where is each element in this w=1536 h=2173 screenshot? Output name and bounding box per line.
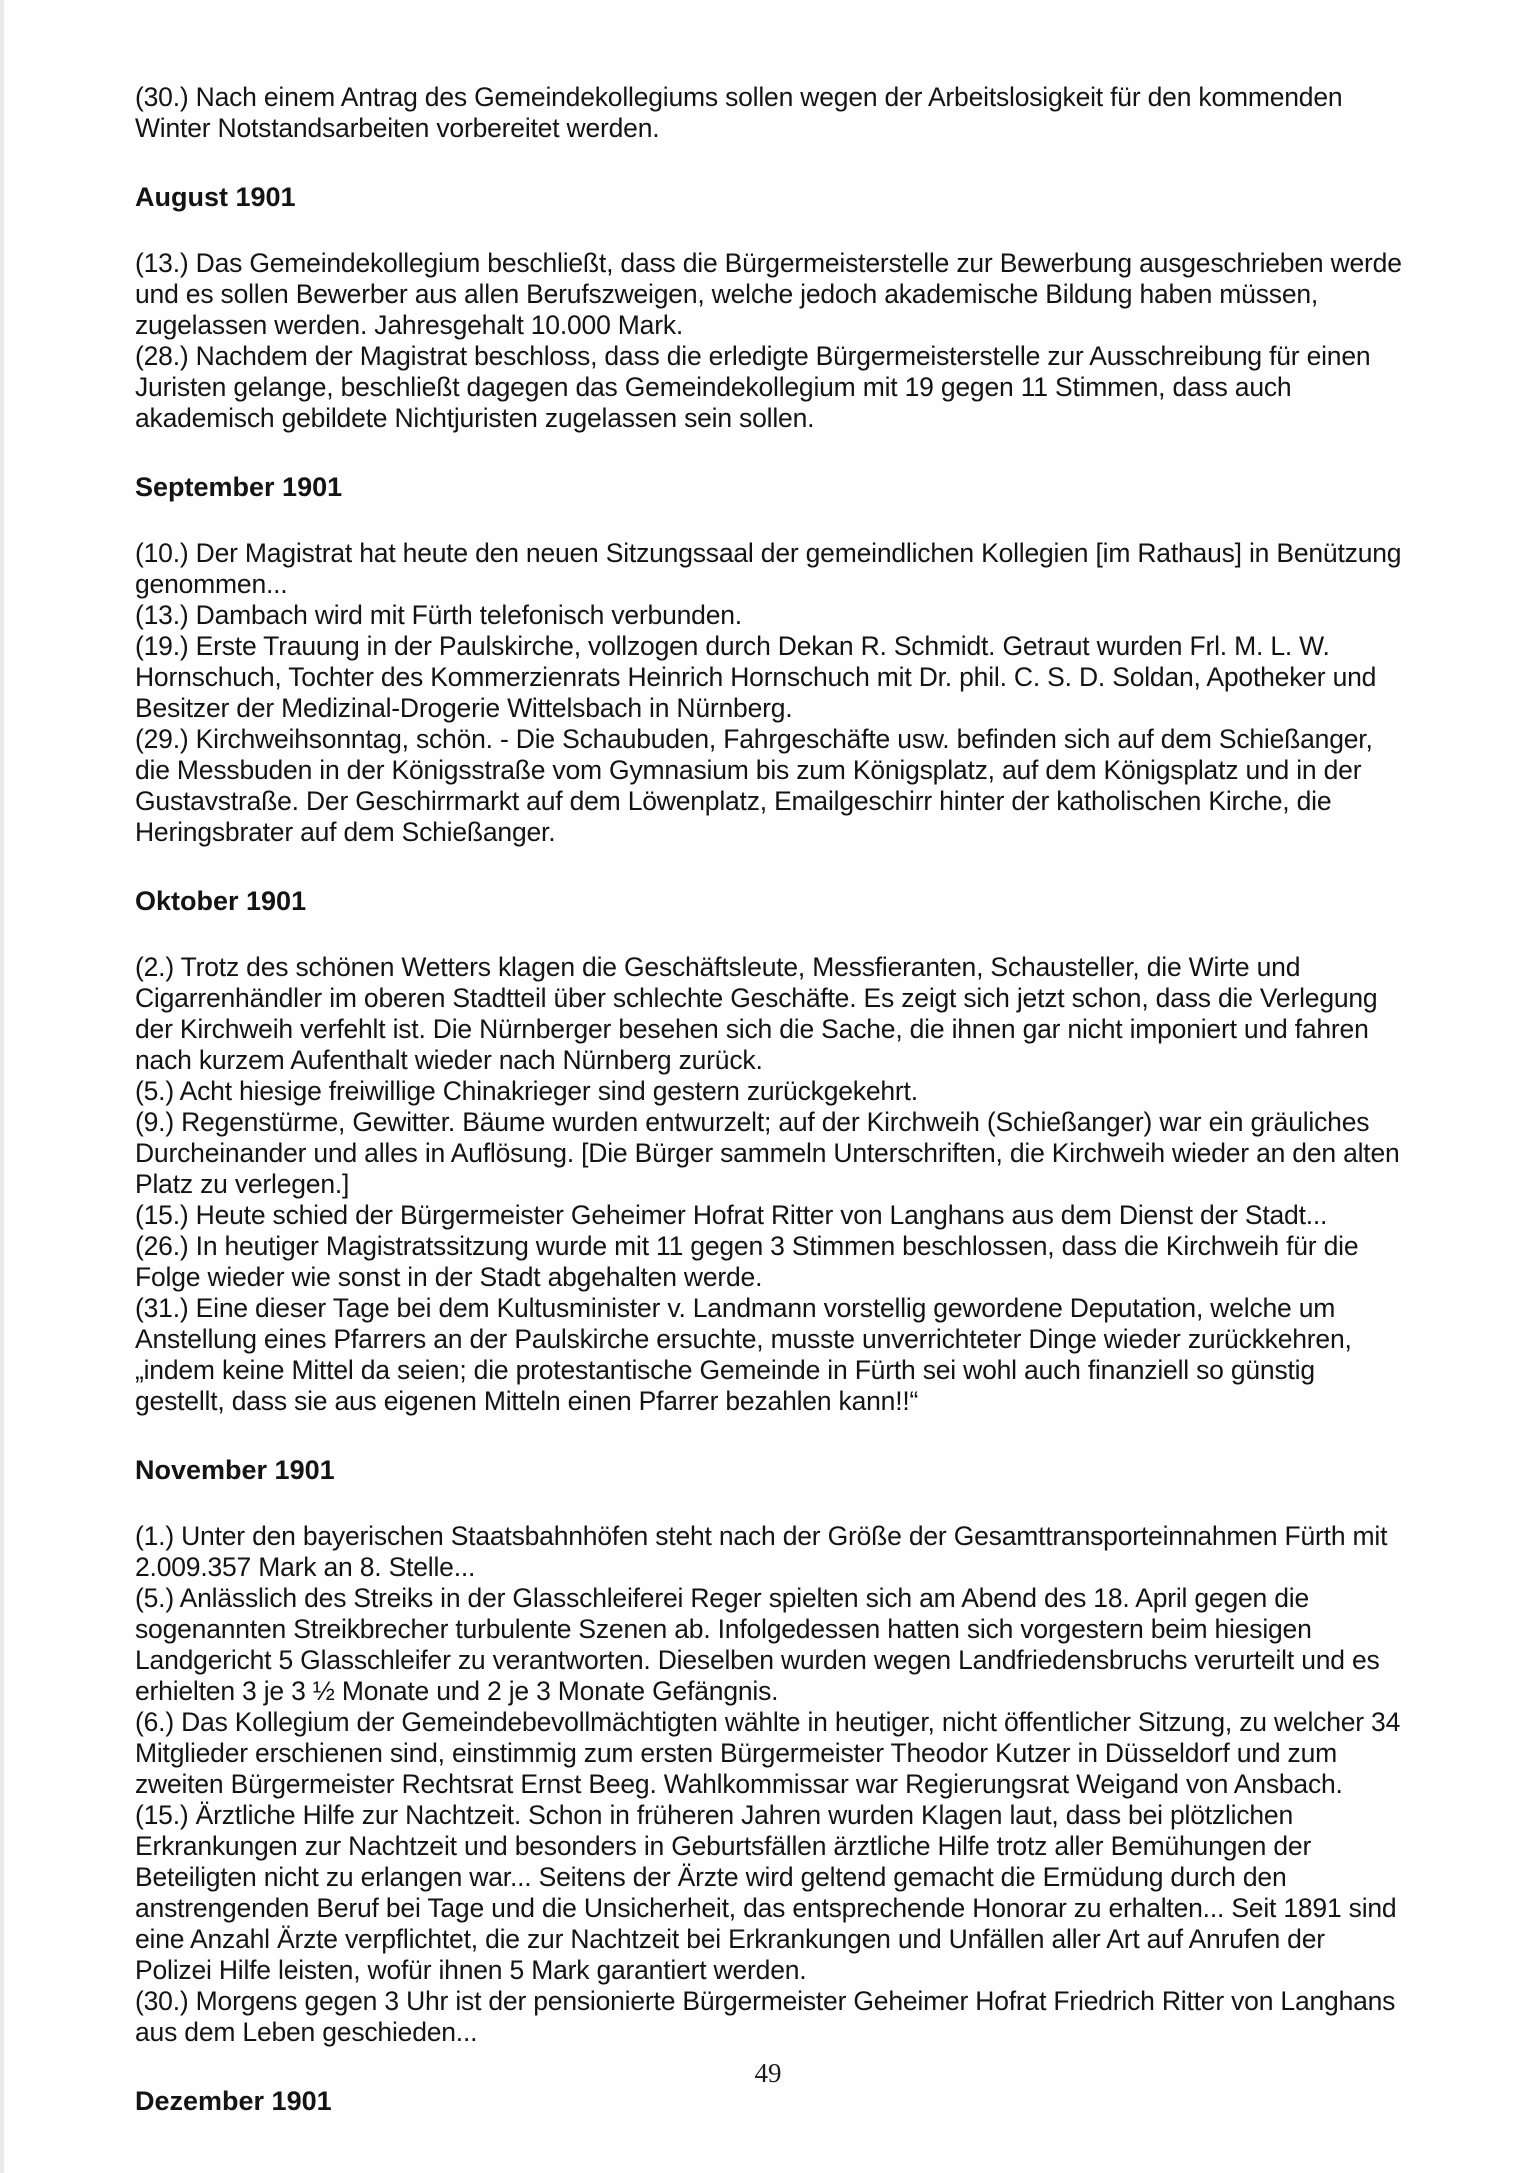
section-heading-august-1901: August 1901 (135, 182, 296, 212)
chronicle-entry: (6.) Das Kollegium der Gemeindebevollmächtigten wählte in heutiger, nicht öffentlicher Sitzung, zu welcher 34 Mitglieder erschienen sind, einstimmig zum ersten Bürgermeister Theodor Kutzer in Düsseldorf und zum zweiten Bürgermeister Rechtsrat Ernst Beeg. Wahlkommissar war Regierungsrat Weigand von Ansbach. (135, 1707, 1401, 1799)
document-body (135, 82, 1407, 2152)
chronicle-entry: (9.) Regenstürme, Gewitter. Bäume wurden entwurzelt; auf der Kirchweih (Schießanger) war ein gräuliches Durcheinander und alles in Auflösung. [Die Bürger sammeln Unterschriften, die Kirchweih wieder an den alten Platz zu verlegen.] (135, 1107, 1400, 1199)
chronicle-entry: (1.) Unter den bayerischen Staatsbahnhöfen steht nach der Größe der Gesamttransporteinnahmen Fürth mit 2.009.357 Mark an 8. Stelle... (135, 1521, 1388, 1582)
chronicle-entry: (30.) Nach einem Antrag des Gemeindekollegiums sollen wegen der Arbeitslosigkeit für den kommenden Winter Notstandsarbeiten vorbereitet werden. (135, 82, 1343, 143)
chronicle-entry: (15.) Ärztliche Hilfe zur Nachtzeit. Schon in früheren Jahren wurden Klagen laut, dass bei plötzlichen Erkrankungen zur Nachtzeit und besonders in Geburtsfällen ärztliche Hilfe trotz aller Bemühungen der Beteiligten nicht zu erlangen war... Seitens der Ärzte wird geltend gemacht die Ermüdung durch den anstrengenden Beruf bei Tage und die Unsicherheit, das entsprechende Honorar zu erhalten... Seit 1891 sind eine Anzahl Ärzte verpflichtet, die zur Nachtzeit bei Erkrankungen und Unfällen aller Art auf Anrufen der Polizei Hilfe leisten, wofür ihnen 5 Mark garantiert werden. (135, 1800, 1397, 1985)
chronicle-entry: (31.) Eine dieser Tage bei dem Kultusminister v. Landmann vorstellig gewordene Deputation, welche um Anstellung eines Pfarrers an der Paulskirche ersuchte, musste unverrichteter Dinge wieder zurückkehren, „indem keine Mittel da seien; die protestantische Gemeinde in Fürth sei wohl auch finanziell so günstig gestellt, dass sie aus eigenen Mitteln einen Pfarrer bezahlen kann!!“ (135, 1293, 1352, 1416)
section-heading-november-1901: November 1901 (135, 1455, 335, 1485)
chronicle-entry: (30.) Morgens gegen 3 Uhr ist der pensionierte Bürgermeister Geheimer Hofrat Friedrich Ritter von Langhans aus dem Leben geschieden... (135, 1986, 1396, 2047)
chronicle-entry: (13.) Dambach wird mit Fürth telefonisch verbunden. (135, 600, 742, 630)
page-number: 49 (754, 2058, 782, 2088)
scan-edge-artifact (0, 0, 4, 2173)
section-heading-dezember-1901: Dezember 1901 (135, 2086, 332, 2116)
section-heading-september-1901: September 1901 (135, 472, 343, 502)
chronicle-entry: (26.) In heutiger Magistratssitzung wurde mit 11 gegen 3 Stimmen beschlossen, dass die Kirchweih für die Folge wieder wie sonst in der Stadt abgehalten werde. (135, 1231, 1359, 1292)
chronicle-entry: (19.) Erste Trauung in der Paulskirche, vollzogen durch Dekan R. Schmidt. Getraut wurden Frl. M. L. W. Hornschuch, Tochter des Kommerzienrats Heinrich Hornschuch mit Dr. phil. C. S. D. Soldan, Apotheker und Besitzer der Medizinal-Drogerie Wittelsbach in Nürnberg. (135, 631, 1377, 723)
chronicle-entry: (13.) Das Gemeindekollegium beschließt, dass die Bürgermeisterstelle zur Bewerbung ausgeschrieben werde und es sollen Bewerber aus allen Berufszweigen, welche jedoch akademische Bildung haben müssen, zugelassen werden. Jahresgehalt 10.000 Mark. (135, 248, 1402, 340)
chronicle-entry: (5.) Anlässlich des Streiks in der Glasschleiferei Reger spielten sich am Abend des 18. April gegen die sogenannten Streikbrecher turbulente Szenen ab. Infolgedessen hatten sich vorgestern beim hiesigen Landgericht 5 Glasschleifer zu verantworten. Dieselben wurden wegen Landfriedensbruchs verurteilt und es erhielten 3 je 3 ½ Monate und 2 je 3 Monate Gefängnis. (135, 1583, 1380, 1706)
section-heading-oktober-1901: Oktober 1901 (135, 886, 307, 916)
chronicle-entry: (10.) Der Magistrat hat heute den neuen Sitzungssaal der gemeindlichen Kollegien [im Rathaus] in Benützung genommen... (135, 538, 1402, 599)
chronicle-entry: (5.) Acht hiesige freiwillige Chinakrieger sind gestern zurückgekehrt. (135, 1076, 918, 1106)
chronicle-entry: (15.) Heute schied der Bürgermeister Geheimer Hofrat Ritter von Langhans aus dem Dienst der Stadt... (135, 1200, 1328, 1230)
chronicle-entry: (28.) Nachdem der Magistrat beschloss, dass die erledigte Bürgermeisterstelle zur Ausschreibung für einen Juristen gelange, beschließt dagegen das Gemeindekollegium mit 19 gegen 11 Stimmen, dass auch akademisch gebildete Nichtjuristen zugelassen sein sollen. (135, 341, 1371, 433)
chronicle-entry: (29.) Kirchweihsonntag, schön. - Die Schaubuden, Fahrgeschäfte usw. befinden sich auf dem Schießanger, die Messbuden in der Königsstraße vom Gymnasium bis zum Königsplatz, auf dem Königsplatz und in der Gustavstraße. Der Geschirrmarkt auf dem Löwenplatz, Emailgeschirr hinter der katholischen Kirche, die Heringsbrater auf dem Schießanger. (135, 724, 1373, 847)
chronicle-entry: (2.) Trotz des schönen Wetters klagen die Geschäftsleute, Messfieranten, Schausteller, die Wirte und Cigarrenhändler im oberen Stadtteil über schlechte Geschäfte. Es zeigt sich jetzt schon, dass die Verlegung der Kirchweih verfehlt ist. Die Nürnberger besehen sich die Sache, die ihnen gar nicht imponiert und fahren nach kurzem Aufenthalt wieder nach Nürnberg zurück. (135, 952, 1378, 1075)
